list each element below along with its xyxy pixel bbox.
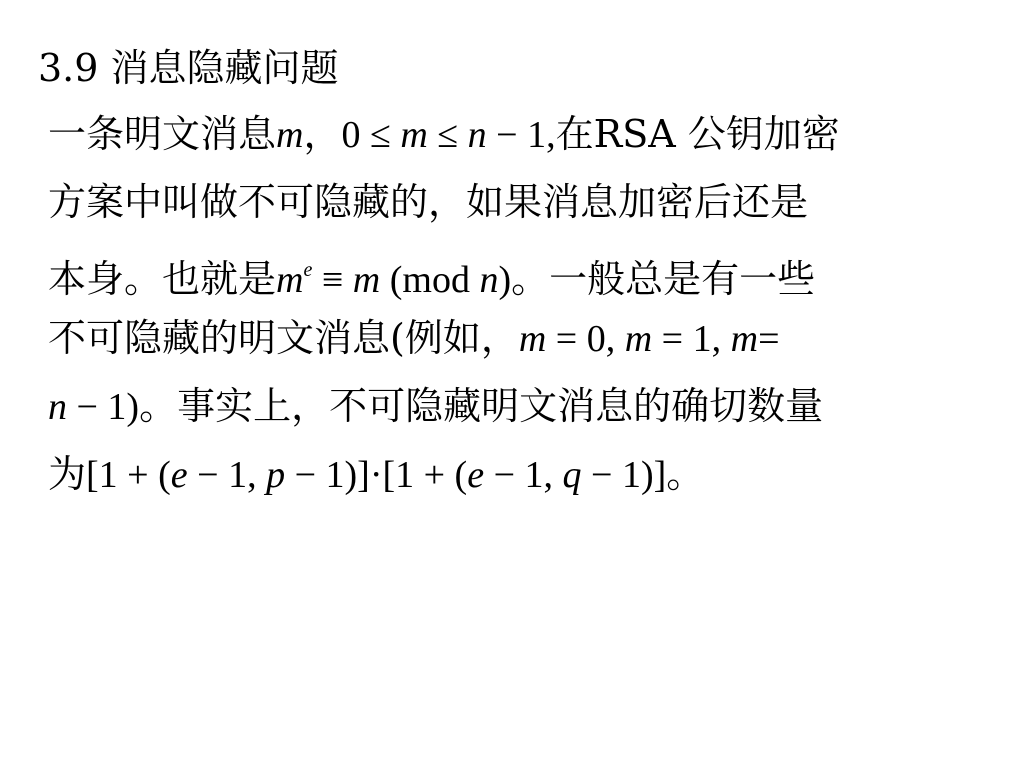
math-variable-m: m (276, 259, 304, 301)
math-text: − 1, (484, 454, 563, 496)
text-segment: 不可隐藏的明文消息(例如， (48, 316, 519, 360)
paragraph-line-2: 方案中叫做不可隐藏的，如果消息加密后还是 (48, 180, 809, 224)
paragraph-line-5 (48, 380, 823, 433)
math-text: [1 + ( (86, 454, 171, 496)
text-segment: 。 (666, 452, 705, 496)
text-segment: 。一般总是有一些 (511, 257, 816, 301)
math-mod-close: ) (498, 259, 512, 301)
math-equiv: ≡ (312, 259, 353, 301)
math-variable-m: m (624, 318, 653, 360)
math-text: − 1, (486, 114, 556, 156)
math-variable-e: e (467, 454, 485, 496)
text-segment: 为 (48, 452, 87, 496)
math-superscript-e: e (303, 259, 313, 281)
paragraph-line-1 (48, 108, 840, 161)
math-text: = 1, (652, 318, 731, 360)
math-variable-m: m (518, 318, 547, 360)
math-text: = (758, 318, 780, 360)
text-segment: 一条明文消息 (48, 112, 277, 156)
math-variable-e: e (170, 454, 188, 496)
math-text: − 1)]·[1 + ( (285, 454, 468, 496)
paragraph-line-4 (48, 312, 780, 365)
math-text: ≤ (427, 114, 468, 156)
math-variable-q: q (562, 454, 582, 496)
math-text: = 0, (546, 318, 625, 360)
math-text: − 1)] (581, 454, 667, 496)
math-text: − 1, (187, 454, 267, 496)
math-variable-m: m (276, 114, 304, 156)
text-segment: 。事实上，不可隐藏明文消息的确切数量 (139, 384, 824, 428)
paragraph-line-6 (48, 448, 704, 501)
paragraph-line-3 (48, 244, 815, 306)
math-variable-n: n (467, 114, 487, 156)
math-mod-open: (mod (380, 259, 480, 301)
math-variable-n: n (48, 386, 67, 428)
math-variable-m: m (730, 318, 759, 360)
math-text: ，0 ≤ (303, 114, 401, 156)
math-text: − 1) (67, 386, 140, 428)
text-segment: 本身。也就是 (48, 257, 277, 301)
text-segment: 在RSA 公钥加密 (555, 112, 840, 156)
math-variable-n: n (479, 259, 499, 301)
math-variable-p: p (266, 454, 286, 496)
math-variable-m: m (352, 259, 381, 301)
slide-title: 3.9 消息隐藏问题 (38, 46, 339, 90)
math-variable-m: m (400, 114, 428, 156)
